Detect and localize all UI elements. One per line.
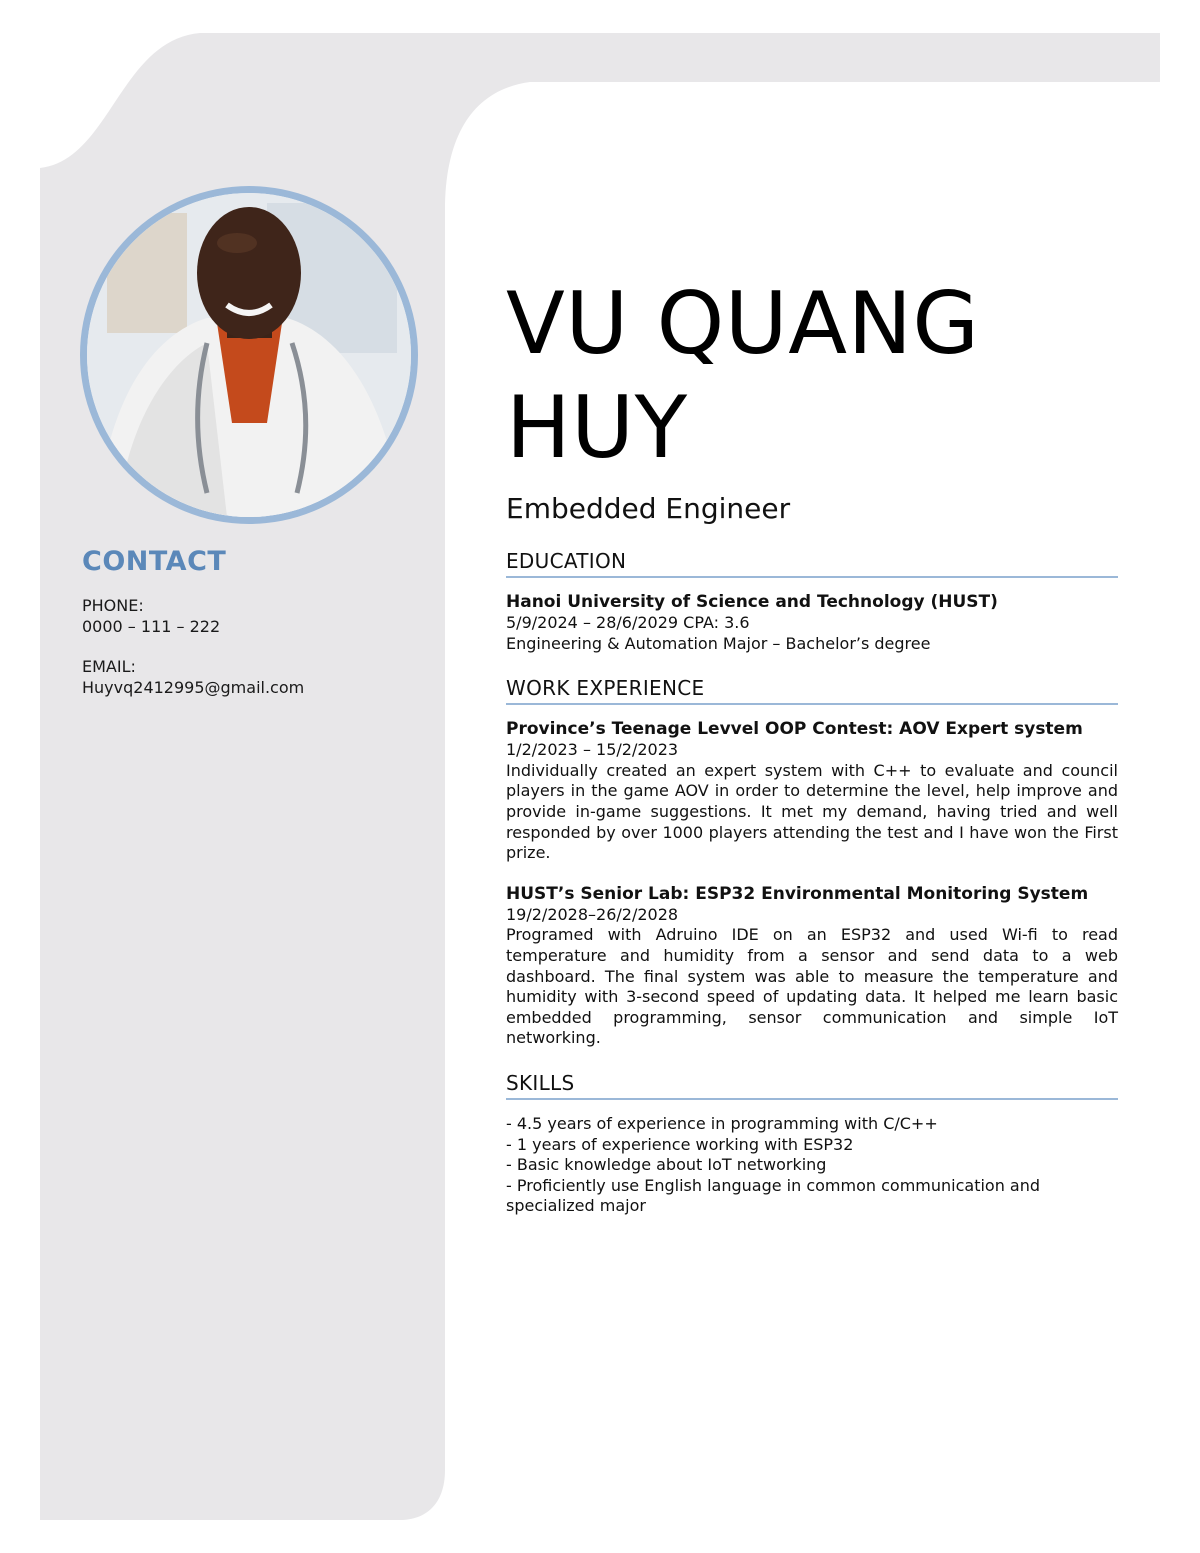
- phone-value: 0000 – 111 – 222: [82, 617, 221, 636]
- contact-section: [82, 546, 422, 717]
- job-title: Embedded Engineer: [506, 492, 791, 525]
- skill-item: - Proficiently use English language in common communication and specialized major: [506, 1175, 1041, 1216]
- work-entry-dates: 1/2/2023 – 15/2/2023: [506, 740, 679, 760]
- name-line-2: HUY: [506, 378, 688, 478]
- skill-item: - 4.5 years of experience in programming with C/C++: [506, 1113, 938, 1133]
- skills-section: [506, 1071, 1118, 1217]
- education-heading: EDUCATION: [506, 549, 1118, 578]
- doctor-portrait-image: [87, 193, 411, 517]
- work-entry-title: Province’s Teenage Levvel OOP Contest: AOV Expert system: [506, 719, 1083, 740]
- main-content: [506, 272, 1118, 1239]
- name-line-1: VU QUANG: [506, 274, 980, 374]
- education-major: Engineering & Automation Major – Bachelor’s degree: [506, 633, 931, 653]
- skill-item: - Basic knowledge about IoT networking: [506, 1155, 827, 1175]
- work-entry-title: HUST’s Senior Lab: ESP32 Environmental Monitoring System: [506, 883, 1089, 904]
- full-name: [506, 272, 1118, 480]
- work-entry: [506, 719, 1118, 864]
- work-entry: [506, 884, 1118, 1049]
- education-dates: 5/9/2024 – 28/6/2029 CPA: 3.6: [506, 613, 750, 632]
- skill-item: - 1 years of experience working with ESP32: [506, 1134, 854, 1154]
- email-label: EMAIL:: [82, 657, 136, 676]
- skills-list: [506, 1114, 1118, 1217]
- work-entry-description: Individually created an expert system with C++ to evaluate and council players in the game AOV in order to determine the level, help improve and provide in-game suggestions. It met my demand, having tried and well responded by over 1000 players attending the test and I have won the First prize.: [506, 760, 1118, 863]
- school-name: Hanoi University of Science and Technology (HUST): [506, 592, 998, 612]
- phone-group: [82, 595, 422, 637]
- phone-label: PHONE:: [82, 596, 144, 615]
- work-entry-dates: 19/2/2028–26/2/2028: [506, 904, 679, 924]
- email-value: Huyvq2412995@gmail.com: [82, 678, 305, 697]
- contact-heading: CONTACT: [82, 546, 227, 577]
- work-entry-description: Programed with Adruino IDE on an ESP32 and used Wi-fi to read temperature and humidity from a sensor and send data to a web dashboard. The final system was able to measure the temperature and humidity with 3-second speed of updating data. It helped me learn basic embedded programming, sensor communication and simple IoT networking.: [506, 925, 1118, 1048]
- work-experience-heading: WORK EXPERIENCE: [506, 676, 1118, 705]
- skills-heading: SKILLS: [506, 1071, 1118, 1100]
- education-section: [506, 549, 1118, 654]
- work-experience-section: [506, 676, 1118, 1049]
- email-group: [82, 656, 422, 698]
- profile-photo: [80, 186, 418, 524]
